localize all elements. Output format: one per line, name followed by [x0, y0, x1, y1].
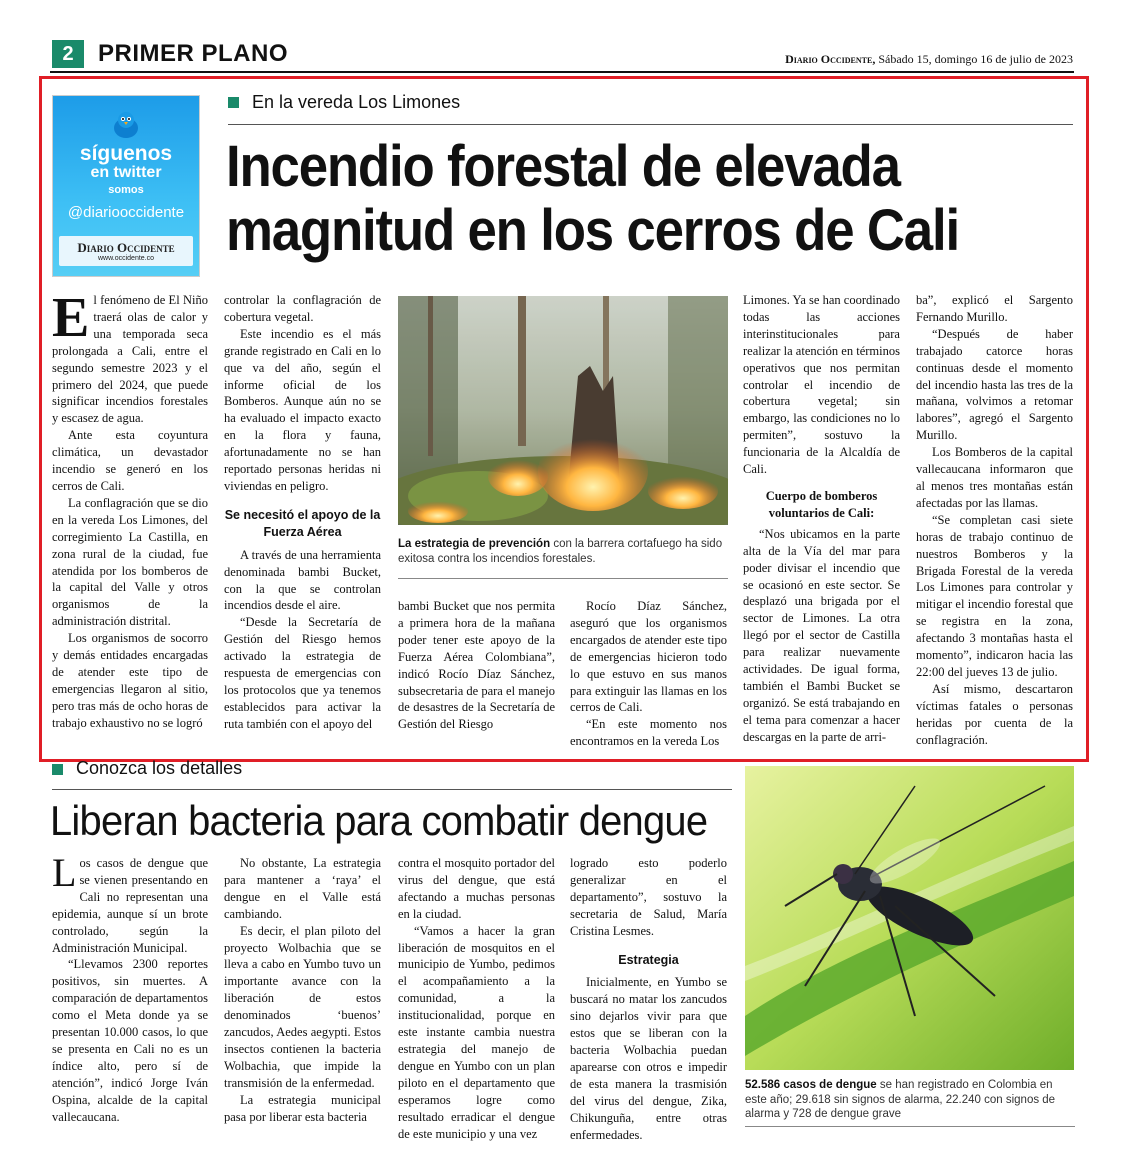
- paragraph: contra el mosquito portador del virus del dengue, que está afectando a muchas personas en la ciudad.: [398, 856, 555, 921]
- paragraph: os casos de dengue que se vienen presentando en Cali no representan una epidemia, aunque sí un brote controlado, según la Administración Municipal.: [52, 856, 208, 955]
- twitter-ad-line1: síguenos: [79, 142, 173, 165]
- paragraph: ba”, explicó el Sargento Fernando Murillo.: [916, 293, 1073, 324]
- twitter-ad-line3: somos: [108, 184, 144, 196]
- twitter-ad-brand-name: Diario Occidente: [77, 240, 175, 255]
- story1-dropcap: E: [52, 287, 90, 349]
- story1-headline: Incendio forestal de elevada magnitud en los cerros de Cali: [226, 134, 959, 263]
- caption-rule: [745, 1126, 1075, 1127]
- story2-subhead-estrategia: Estrategia: [618, 952, 679, 967]
- publication-name: Diario Occidente,: [785, 52, 876, 66]
- kicker-rule: [228, 124, 1073, 125]
- paragraph: La estrategia municipal pasa por liberar esta bacteria: [224, 1092, 381, 1124]
- page-number: 2: [52, 40, 84, 68]
- kicker-rule: [52, 789, 732, 790]
- story1-column-3: [398, 598, 555, 733]
- paragraph: La conflagración que se dio en la vereda Los Limones, del corregimiento La Castilla, en zona rural de la ciudad, fue atendida por los bomberos de la capital del Valle y otros organismos de la administración distrital.: [52, 495, 208, 629]
- story1-subhead-bomberos: Cuerpo de bomberos voluntarios de Cali:: [765, 488, 878, 520]
- paragraph: A través de una herramienta denominada bambi Bucket, con la que se controlan incendios desde el aire.: [224, 547, 381, 613]
- story1-kicker: En la vereda Los Limones: [252, 92, 461, 112]
- kicker-square-icon: [52, 764, 63, 775]
- story2-column-3: [398, 855, 555, 1142]
- story2-column-2: [224, 855, 381, 1126]
- paragraph: Así mismo, descartaron víctimas fatales o personas heridas por cuenta de la conflagración.: [916, 681, 1073, 747]
- paragraph: l fenómeno de El Niño traerá olas de calor y una temporada seca prolongada a Cali, entre el segundo semestre 2023 y el primero del 2024, que puede significar incendios forestales y escasez de agua.: [52, 293, 208, 426]
- fire-photo-caption: [398, 537, 726, 567]
- caption-lead: La estrategia de prevención: [398, 538, 551, 550]
- twitter-ad-line2: en twitter: [90, 164, 162, 181]
- story1-column-6: [916, 292, 1073, 748]
- story1-column-4: [570, 598, 727, 750]
- paragraph: Rocío Díaz Sánchez, aseguró que los organismos encargados de atender este tipo de emergencias hicieron todo lo que estuvo en sus manos para extinguir las llamas en los cerros de Cali.: [570, 599, 727, 715]
- section-title: PRIMER PLANO: [98, 40, 289, 67]
- paragraph: Los organismos de socorro y demás entidades encargadas de atender este tipo de emergencias llegaron al sitio, pero tras más de ocho horas de trabajo exhaustivo no se logró: [52, 631, 208, 730]
- forest-fire-image: [398, 296, 728, 525]
- twitter-handle: @diariooccidente: [67, 204, 185, 221]
- paragraph: Ante esta coyuntura climática, un devastador incendio se generó en los cerros de Cali.: [52, 428, 208, 493]
- twitter-bird-icon: [109, 110, 143, 140]
- issue-date: Sábado 15, domingo 16 de julio de 2023: [875, 52, 1073, 66]
- caption-rule: [398, 578, 728, 579]
- paragraph: Limones. Ya se han coordinado todas las acciones interinstitucionales para realizar la atención en términos operativos que nos permitan controlar el incendio de cobertura vegetal; sin embargo, las condiciones no lo permiten”, sostuvo la funcionaria de la Alcaldía de Cali.: [743, 293, 900, 477]
- story1-column-2: [224, 292, 381, 733]
- paragraph: logrado esto poderlo generalizar en el departamento”, sostuvo la secretaria de Salud, María Cristina Lesmes.: [570, 856, 727, 938]
- paragraph: “Desde la Secretaría de Gestión del Riesgo hemos activado la estrategia de respuesta de emergencias con los protocolos que ya tenemos establecidos para activar la ruta también con el apoyo del: [224, 615, 381, 731]
- kicker-square-icon: [228, 97, 239, 108]
- story2-kicker: Conozca los detalles: [76, 758, 243, 778]
- paragraph: No obstante, La estrategia para mantener a ‘raya’ el dengue en el Valle está cambiando.: [224, 856, 381, 921]
- header-rule: [50, 71, 1074, 73]
- forest-fire-photo: [398, 296, 728, 525]
- paragraph: “Se completan casi siete horas de trabajo continuo de nuestros Bomberos y la Brigada Forestal de la vereda Los Limones para controlar y mitigar el incendio forestal que se registra en la zona, afectando 3 montañas hasta el momento”, indicaron hacia las 22:00 del jueves 13 de julio.: [916, 512, 1073, 679]
- story2-headline: Liberan bacteria para combatir dengue: [50, 797, 708, 844]
- caption-lead: 52.586 casos de dengue: [745, 1079, 877, 1091]
- story1-column-5: [743, 292, 900, 746]
- story1-column-1: [52, 287, 208, 732]
- paragraph: “En este momento nos encontramos en la vereda Los: [570, 717, 727, 749]
- paragraph: Este incendio es el más grande registrado en Cali en lo que va del año, según el informe oficial de los Bomberos. Aunque aún no se ha evaluado el impacto exacto en la flora y fauna, afortunadamente no se han reportado personas heridas ni viviendas en peligro.: [224, 326, 381, 493]
- paragraph: Es decir, el plan piloto del proyecto Wolbachia que se lleva a cabo en Yumbo tuvo un importante avance con la liberación de estos denominados ‘buenos’ zancudos, Aedes aegypti. Estos insectos contienen la bacteria Wolbachia, que impide la transmisión de la enfermedad.: [224, 923, 381, 1090]
- story2-column-1: [52, 850, 208, 1126]
- publication-dateline: [785, 52, 1073, 67]
- story1-subhead-fuerza-aerea: Se necesitó el apoyo de la Fuerza Aérea: [224, 507, 381, 539]
- paragraph: Los Bomberos de la capital vallecaucana informaron que al menos tres montañas están afectadas por las llamas.: [916, 445, 1073, 510]
- paragraph: “Vamos a hacer la gran liberación de mosquitos en el municipio de Yumbo, pedimos el acompañamiento a la comunidad, a la institucionalidad, porque en este instante cambia nuestra estrategia del manejo de dengue en Yumbo con un plan piloto en el departamento que esperamos logre como resultado erradicar el dengue de este municipio y una vez: [398, 923, 555, 1141]
- paragraph: “Nos ubicamos en la parte alta de la Vía del mar para poder divisar el incendio que se ocasionó en este sector. Se desplazó una brigada por el sector de Limones. La otra llegó por el sector de Castilla para realizar nuevamente actividades. De igual forma, también el Bambi Bucket se organizó. Se está trabajando en el tema para comenzar a hacer descargas en la parte de arri-: [743, 526, 900, 744]
- story2-column-4: [570, 855, 727, 1144]
- caption-text: con la barrera cortafuego ha sido exitosa contra los incendios forestales.: [398, 538, 723, 565]
- paragraph: “Llevamos 2300 reportes positivos, sin muertes. A comparación de departamentos como el Meta donde ya se presentan 10.000 casos, lo que se presenta en Cali no es un índice alto, pero sí de atención”, indicó Jorge Iván Ospina, alcalde de la capital vallecaucana.: [52, 957, 208, 1124]
- mosquito-image: [745, 766, 1074, 1070]
- paragraph: “Después de haber trabajado catorce horas continuas desde el momento del incendio hasta las tres de la mañana, volvimos a retomar labores”, agregó el Sargento Murillo.: [916, 326, 1073, 443]
- mosquito-photo: [745, 766, 1074, 1070]
- mosquito-photo-caption: [745, 1078, 1075, 1122]
- paragraph: Inicialmente, en Yumbo se buscará no matar los zancudos sino dejarlos vivir para que estos que se liberan con la bacteria Wolbachia puedan aparearse con otros e impedir de esta manera la trasmisión del virus del dengue, Zika, Chikunguña, entre otras enfermedades.: [570, 975, 727, 1142]
- caption-text: se han registrado en Colombia en este año; 29.618 sin signos de alarma, 22.240 con signos de alarma y 728 de dengue grave: [745, 1079, 1056, 1120]
- twitter-ad-brand: [59, 236, 193, 266]
- twitter-ad[interactable]: [52, 95, 200, 277]
- story2-dropcap: L: [52, 850, 77, 895]
- twitter-ad-url: www.occidente.co: [97, 255, 155, 262]
- paragraph: controlar la conflagración de cobertura vegetal.: [224, 293, 381, 324]
- paragraph: bambi Bucket que nos permita a primera hora de la mañana poder tener este apoyo de la Fuerza Aérea Colombiana”, indicó Rocío Díaz Sánchez, subsecretaria de para el manejo de desastres de la Secretaría de Gestión del Riesgo: [398, 599, 555, 732]
